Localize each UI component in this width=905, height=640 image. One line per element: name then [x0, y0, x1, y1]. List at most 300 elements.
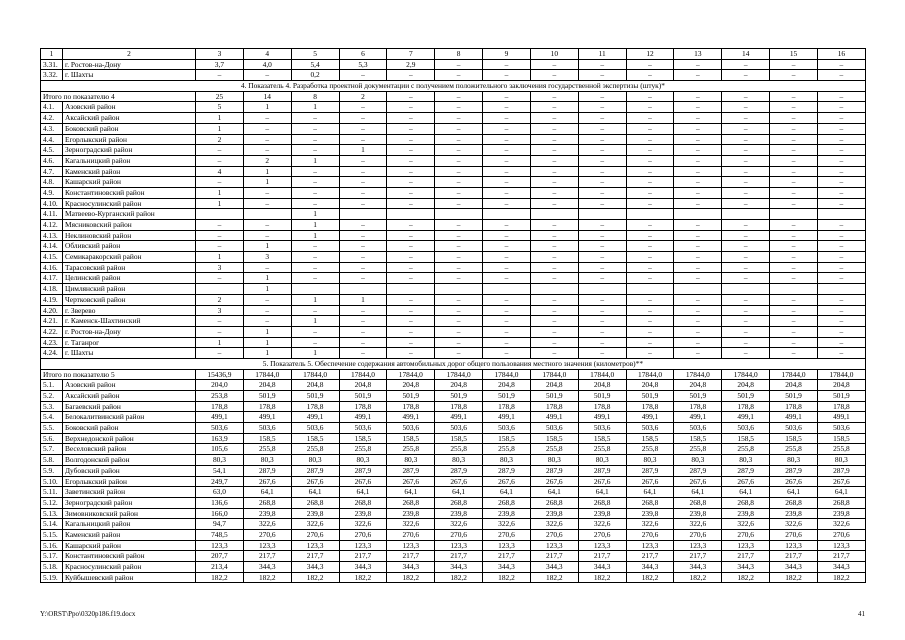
- table-row: [41, 337, 866, 348]
- value-cell: –: [674, 113, 722, 124]
- row-number: 4.18.: [41, 284, 63, 295]
- value-cell: 182,2: [196, 572, 244, 583]
- value-cell: 178,8: [291, 401, 339, 412]
- value-cell: –: [483, 252, 531, 263]
- value-cell: –: [196, 326, 244, 337]
- table-row: [41, 70, 866, 81]
- row-number: 4.23.: [41, 337, 63, 348]
- row-number: 4.21.: [41, 316, 63, 327]
- row-number: 4.10.: [41, 198, 63, 209]
- value-cell: 322,6: [435, 519, 483, 530]
- row-number: 4.15.: [41, 252, 63, 263]
- value-cell: 239,8: [243, 508, 291, 519]
- value-cell: –: [626, 155, 674, 166]
- value-cell: –: [722, 273, 770, 284]
- row-number: 5.14.: [41, 519, 63, 530]
- value-cell: –: [770, 326, 818, 337]
- value-cell: –: [722, 145, 770, 156]
- value-cell: 178,8: [243, 401, 291, 412]
- value-cell: –: [387, 273, 435, 284]
- value-cell: –: [483, 187, 531, 198]
- value-cell: 123,3: [770, 540, 818, 551]
- row-number: 4.2.: [41, 113, 63, 124]
- value-cell: –: [483, 326, 531, 337]
- value-cell: –: [387, 187, 435, 198]
- value-cell: 503,6: [722, 423, 770, 434]
- value-cell: 267,6: [722, 476, 770, 487]
- value-cell: 287,9: [722, 465, 770, 476]
- value-cell: 503,6: [387, 423, 435, 434]
- value-cell: –: [722, 305, 770, 316]
- value-cell: 239,8: [674, 508, 722, 519]
- value-cell: –: [339, 273, 387, 284]
- value-cell: –: [483, 241, 531, 252]
- value-cell: –: [483, 113, 531, 124]
- value-cell: –: [578, 187, 626, 198]
- value-cell: 501,9: [291, 391, 339, 402]
- value-cell: –: [626, 273, 674, 284]
- header-row: [41, 49, 866, 60]
- row-number: 3.32.: [41, 70, 63, 81]
- value-cell: –: [626, 241, 674, 252]
- value-cell: 123,3: [578, 540, 626, 551]
- row-number: 3.31.: [41, 59, 63, 70]
- value-cell: –: [578, 294, 626, 305]
- value-cell: –: [483, 91, 531, 102]
- value-cell: –: [626, 145, 674, 156]
- value-cell: –: [530, 273, 578, 284]
- value-cell: –: [435, 252, 483, 263]
- value-cell: –: [722, 187, 770, 198]
- value-cell: –: [626, 123, 674, 134]
- value-cell: 1: [243, 348, 291, 359]
- row-number: 4.4.: [41, 134, 63, 145]
- value-cell: 267,6: [435, 476, 483, 487]
- value-cell: 287,9: [817, 465, 865, 476]
- value-cell: –: [291, 177, 339, 188]
- value-cell: 270,6: [578, 529, 626, 540]
- value-cell: 158,5: [626, 433, 674, 444]
- value-cell: 287,9: [578, 465, 626, 476]
- table-row: [41, 177, 866, 188]
- total-label: Итого по показателю 5: [41, 369, 196, 380]
- value-cell: 1: [196, 187, 244, 198]
- value-cell: –: [674, 134, 722, 145]
- value-cell: 80,3: [483, 455, 531, 466]
- value-cell: –: [817, 326, 865, 337]
- value-cell: 501,9: [578, 391, 626, 402]
- value-cell: [339, 284, 387, 295]
- value-cell: 64,1: [243, 487, 291, 498]
- table-body: [41, 49, 866, 583]
- table-row: [41, 562, 866, 573]
- row-number: 5.19.: [41, 572, 63, 583]
- value-cell: 255,8: [817, 444, 865, 455]
- value-cell: –: [578, 273, 626, 284]
- file-path: Y:\ORST\Ppo\0320p186.f19.docx: [40, 610, 136, 618]
- value-cell: 25: [196, 91, 244, 102]
- value-cell: 344,3: [435, 562, 483, 573]
- value-cell: –: [483, 337, 531, 348]
- value-cell: 499,1: [387, 412, 435, 423]
- value-cell: 322,6: [674, 519, 722, 530]
- value-cell: 267,6: [530, 476, 578, 487]
- value-cell: 8: [291, 91, 339, 102]
- value-cell: 1: [243, 177, 291, 188]
- value-cell: –: [626, 198, 674, 209]
- value-cell: –: [530, 326, 578, 337]
- value-cell: 204,8: [435, 380, 483, 391]
- table-row: [41, 572, 866, 583]
- value-cell: –: [387, 337, 435, 348]
- row-name: Целинский район: [63, 273, 196, 284]
- value-cell: –: [578, 177, 626, 188]
- value-cell: 344,3: [291, 562, 339, 573]
- value-cell: –: [770, 252, 818, 263]
- column-number: 13: [674, 49, 722, 60]
- value-cell: 239,8: [722, 508, 770, 519]
- row-name: Кашарский район: [63, 540, 196, 551]
- value-cell: –: [530, 262, 578, 273]
- value-cell: 287,9: [291, 465, 339, 476]
- value-cell: –: [435, 337, 483, 348]
- value-cell: –: [674, 155, 722, 166]
- value-cell: –: [674, 70, 722, 81]
- value-cell: 239,8: [435, 508, 483, 519]
- table-row: [41, 262, 866, 273]
- value-cell: 1: [196, 123, 244, 134]
- row-name: Дубовский район: [63, 465, 196, 476]
- value-cell: 2: [196, 134, 244, 145]
- value-cell: –: [435, 91, 483, 102]
- table-row: [41, 401, 866, 412]
- value-cell: –: [578, 113, 626, 124]
- value-cell: –: [817, 294, 865, 305]
- value-cell: –: [578, 70, 626, 81]
- value-cell: –: [530, 134, 578, 145]
- value-cell: –: [530, 91, 578, 102]
- value-cell: 1: [196, 113, 244, 124]
- value-cell: 270,6: [435, 529, 483, 540]
- value-cell: 322,6: [626, 519, 674, 530]
- table-row: [41, 241, 866, 252]
- row-name: Белокалитвинский район: [63, 412, 196, 423]
- value-cell: 1: [243, 166, 291, 177]
- value-cell: 255,8: [578, 444, 626, 455]
- value-cell: 268,8: [530, 497, 578, 508]
- value-cell: –: [243, 305, 291, 316]
- row-name: Обливский район: [63, 241, 196, 252]
- value-cell: 1: [291, 230, 339, 241]
- value-cell: 499,1: [483, 412, 531, 423]
- value-cell: 182,2: [339, 572, 387, 583]
- row-number: 4.9.: [41, 187, 63, 198]
- value-cell: 204,8: [770, 380, 818, 391]
- value-cell: 182,2: [387, 572, 435, 583]
- value-cell: –: [817, 70, 865, 81]
- value-cell: 64,1: [291, 487, 339, 498]
- value-cell: –: [578, 134, 626, 145]
- value-cell: 182,2: [530, 572, 578, 583]
- table-row: [41, 391, 866, 402]
- value-cell: –: [387, 102, 435, 113]
- value-cell: [626, 209, 674, 220]
- value-cell: –: [339, 123, 387, 134]
- value-cell: –: [817, 230, 865, 241]
- value-cell: 178,8: [674, 401, 722, 412]
- value-cell: 255,8: [722, 444, 770, 455]
- value-cell: –: [530, 187, 578, 198]
- table-row: [41, 123, 866, 134]
- value-cell: 217,7: [243, 551, 291, 562]
- row-number: 5.17.: [41, 551, 63, 562]
- value-cell: –: [243, 294, 291, 305]
- value-cell: 80,3: [291, 455, 339, 466]
- value-cell: –: [770, 198, 818, 209]
- value-cell: –: [578, 316, 626, 327]
- value-cell: 64,1: [339, 487, 387, 498]
- row-name: Красносулинский район: [63, 198, 196, 209]
- row-name: Кагальницкий район: [63, 519, 196, 530]
- row-name: Мясниковский район: [63, 220, 196, 231]
- value-cell: 270,6: [243, 529, 291, 540]
- value-cell: –: [530, 177, 578, 188]
- value-cell: 1: [196, 198, 244, 209]
- value-cell: 268,8: [291, 497, 339, 508]
- value-cell: –: [817, 348, 865, 359]
- table-row: [41, 220, 866, 231]
- value-cell: 501,9: [339, 391, 387, 402]
- value-cell: 268,8: [817, 497, 865, 508]
- value-cell: 217,7: [530, 551, 578, 562]
- value-cell: 158,5: [578, 433, 626, 444]
- row-name: Азовский район: [63, 102, 196, 113]
- value-cell: –: [770, 91, 818, 102]
- value-cell: –: [435, 348, 483, 359]
- value-cell: –: [339, 305, 387, 316]
- value-cell: 17844,0: [770, 369, 818, 380]
- value-cell: –: [578, 91, 626, 102]
- value-cell: –: [243, 316, 291, 327]
- value-cell: –: [817, 337, 865, 348]
- value-cell: –: [674, 294, 722, 305]
- row-name: Зимовниковский район: [63, 508, 196, 519]
- value-cell: 503,6: [578, 423, 626, 434]
- value-cell: 158,5: [435, 433, 483, 444]
- value-cell: –: [770, 305, 818, 316]
- value-cell: 503,6: [291, 423, 339, 434]
- value-cell: –: [626, 102, 674, 113]
- row-name: г. Ростов-на-Дону: [63, 59, 196, 70]
- value-cell: –: [387, 198, 435, 209]
- value-cell: –: [770, 220, 818, 231]
- value-cell: 182,2: [578, 572, 626, 583]
- value-cell: 503,6: [817, 423, 865, 434]
- value-cell: 123,3: [674, 540, 722, 551]
- value-cell: 499,1: [243, 412, 291, 423]
- value-cell: –: [770, 273, 818, 284]
- value-cell: –: [483, 230, 531, 241]
- value-cell: 17844,0: [483, 369, 531, 380]
- value-cell: –: [770, 134, 818, 145]
- value-cell: –: [435, 187, 483, 198]
- value-cell: –: [722, 198, 770, 209]
- value-cell: 239,8: [291, 508, 339, 519]
- value-cell: 267,6: [387, 476, 435, 487]
- value-cell: –: [674, 166, 722, 177]
- value-cell: 15436,9: [196, 369, 244, 380]
- value-cell: –: [817, 59, 865, 70]
- value-cell: –: [387, 262, 435, 273]
- value-cell: 1: [291, 348, 339, 359]
- value-cell: –: [770, 187, 818, 198]
- value-cell: 64,1: [770, 487, 818, 498]
- value-cell: –: [626, 252, 674, 263]
- value-cell: 80,3: [339, 455, 387, 466]
- value-cell: –: [387, 305, 435, 316]
- value-cell: 80,3: [196, 455, 244, 466]
- value-cell: –: [626, 166, 674, 177]
- row-name: Зерноградский район: [63, 497, 196, 508]
- table-row: [41, 519, 866, 530]
- value-cell: –: [291, 198, 339, 209]
- value-cell: 158,5: [387, 433, 435, 444]
- table-row: [41, 134, 866, 145]
- column-number: 3: [196, 49, 244, 60]
- value-cell: 501,9: [674, 391, 722, 402]
- table-row: [41, 551, 866, 562]
- value-cell: 64,1: [626, 487, 674, 498]
- value-cell: 178,8: [530, 401, 578, 412]
- value-cell: –: [770, 70, 818, 81]
- value-cell: 267,6: [626, 476, 674, 487]
- value-cell: –: [770, 59, 818, 70]
- value-cell: –: [578, 166, 626, 177]
- value-cell: 1: [291, 155, 339, 166]
- value-cell: 204,8: [722, 380, 770, 391]
- value-cell: –: [243, 70, 291, 81]
- value-cell: –: [722, 102, 770, 113]
- value-cell: 239,8: [530, 508, 578, 519]
- row-name: Матвеево-Курганский район: [63, 209, 196, 220]
- value-cell: 3: [243, 252, 291, 263]
- value-cell: –: [435, 123, 483, 134]
- value-cell: 267,6: [483, 476, 531, 487]
- value-cell: 80,3: [817, 455, 865, 466]
- row-number: 5.3.: [41, 401, 63, 412]
- value-cell: –: [530, 123, 578, 134]
- value-cell: –: [626, 91, 674, 102]
- value-cell: –: [291, 337, 339, 348]
- value-cell: 158,5: [770, 433, 818, 444]
- value-cell: 4: [196, 166, 244, 177]
- value-cell: –: [578, 326, 626, 337]
- row-number: 4.11.: [41, 209, 63, 220]
- value-cell: 204,8: [387, 380, 435, 391]
- value-cell: 322,6: [243, 519, 291, 530]
- value-cell: 1: [243, 337, 291, 348]
- row-name: г. Каменск-Шахтинский: [63, 316, 196, 327]
- value-cell: [435, 209, 483, 220]
- value-cell: 501,9: [817, 391, 865, 402]
- row-number: 5.5.: [41, 423, 63, 434]
- section-title-row: [41, 81, 866, 92]
- row-number: 5.6.: [41, 433, 63, 444]
- value-cell: 270,6: [530, 529, 578, 540]
- value-cell: –: [817, 305, 865, 316]
- value-cell: –: [817, 241, 865, 252]
- value-cell: –: [387, 348, 435, 359]
- value-cell: –: [196, 230, 244, 241]
- value-cell: –: [674, 177, 722, 188]
- row-name: Константиновский район: [63, 187, 196, 198]
- row-number: 5.9.: [41, 465, 63, 476]
- value-cell: –: [243, 262, 291, 273]
- value-cell: 501,9: [722, 391, 770, 402]
- value-cell: –: [483, 348, 531, 359]
- row-number: 4.1.: [41, 102, 63, 113]
- value-cell: –: [291, 241, 339, 252]
- value-cell: –: [291, 262, 339, 273]
- value-cell: 344,3: [483, 562, 531, 573]
- page-number: 41: [858, 610, 865, 618]
- row-number: 4.24.: [41, 348, 63, 359]
- table-row: [41, 476, 866, 487]
- value-cell: –: [722, 294, 770, 305]
- value-cell: –: [339, 241, 387, 252]
- value-cell: –: [339, 262, 387, 273]
- row-number: 5.13.: [41, 508, 63, 519]
- value-cell: 204,8: [626, 380, 674, 391]
- value-cell: –: [196, 348, 244, 359]
- value-cell: –: [435, 294, 483, 305]
- table-row: [41, 508, 866, 519]
- value-cell: 178,8: [578, 401, 626, 412]
- value-cell: 178,8: [817, 401, 865, 412]
- value-cell: 501,9: [770, 391, 818, 402]
- value-cell: 217,7: [817, 551, 865, 562]
- row-name: Семикаракорский район: [63, 252, 196, 263]
- value-cell: 255,8: [626, 444, 674, 455]
- value-cell: 268,8: [483, 497, 531, 508]
- value-cell: 54,1: [196, 465, 244, 476]
- value-cell: 267,6: [578, 476, 626, 487]
- value-cell: –: [243, 134, 291, 145]
- value-cell: 501,9: [626, 391, 674, 402]
- value-cell: 1: [196, 337, 244, 348]
- row-name: Боковский район: [63, 423, 196, 434]
- value-cell: –: [291, 252, 339, 263]
- table-row: [41, 433, 866, 444]
- row-name: Чертковский район: [63, 294, 196, 305]
- value-cell: –: [722, 230, 770, 241]
- value-cell: –: [530, 155, 578, 166]
- value-cell: 17844,0: [339, 369, 387, 380]
- value-cell: [626, 284, 674, 295]
- value-cell: –: [291, 305, 339, 316]
- row-number: 4.3.: [41, 123, 63, 134]
- value-cell: 270,6: [626, 529, 674, 540]
- value-cell: 182,2: [483, 572, 531, 583]
- value-cell: –: [578, 102, 626, 113]
- table-row: [41, 187, 866, 198]
- value-cell: –: [722, 348, 770, 359]
- value-cell: –: [291, 134, 339, 145]
- value-cell: 1: [243, 326, 291, 337]
- value-cell: 287,9: [674, 465, 722, 476]
- value-cell: –: [578, 241, 626, 252]
- value-cell: 204,8: [339, 380, 387, 391]
